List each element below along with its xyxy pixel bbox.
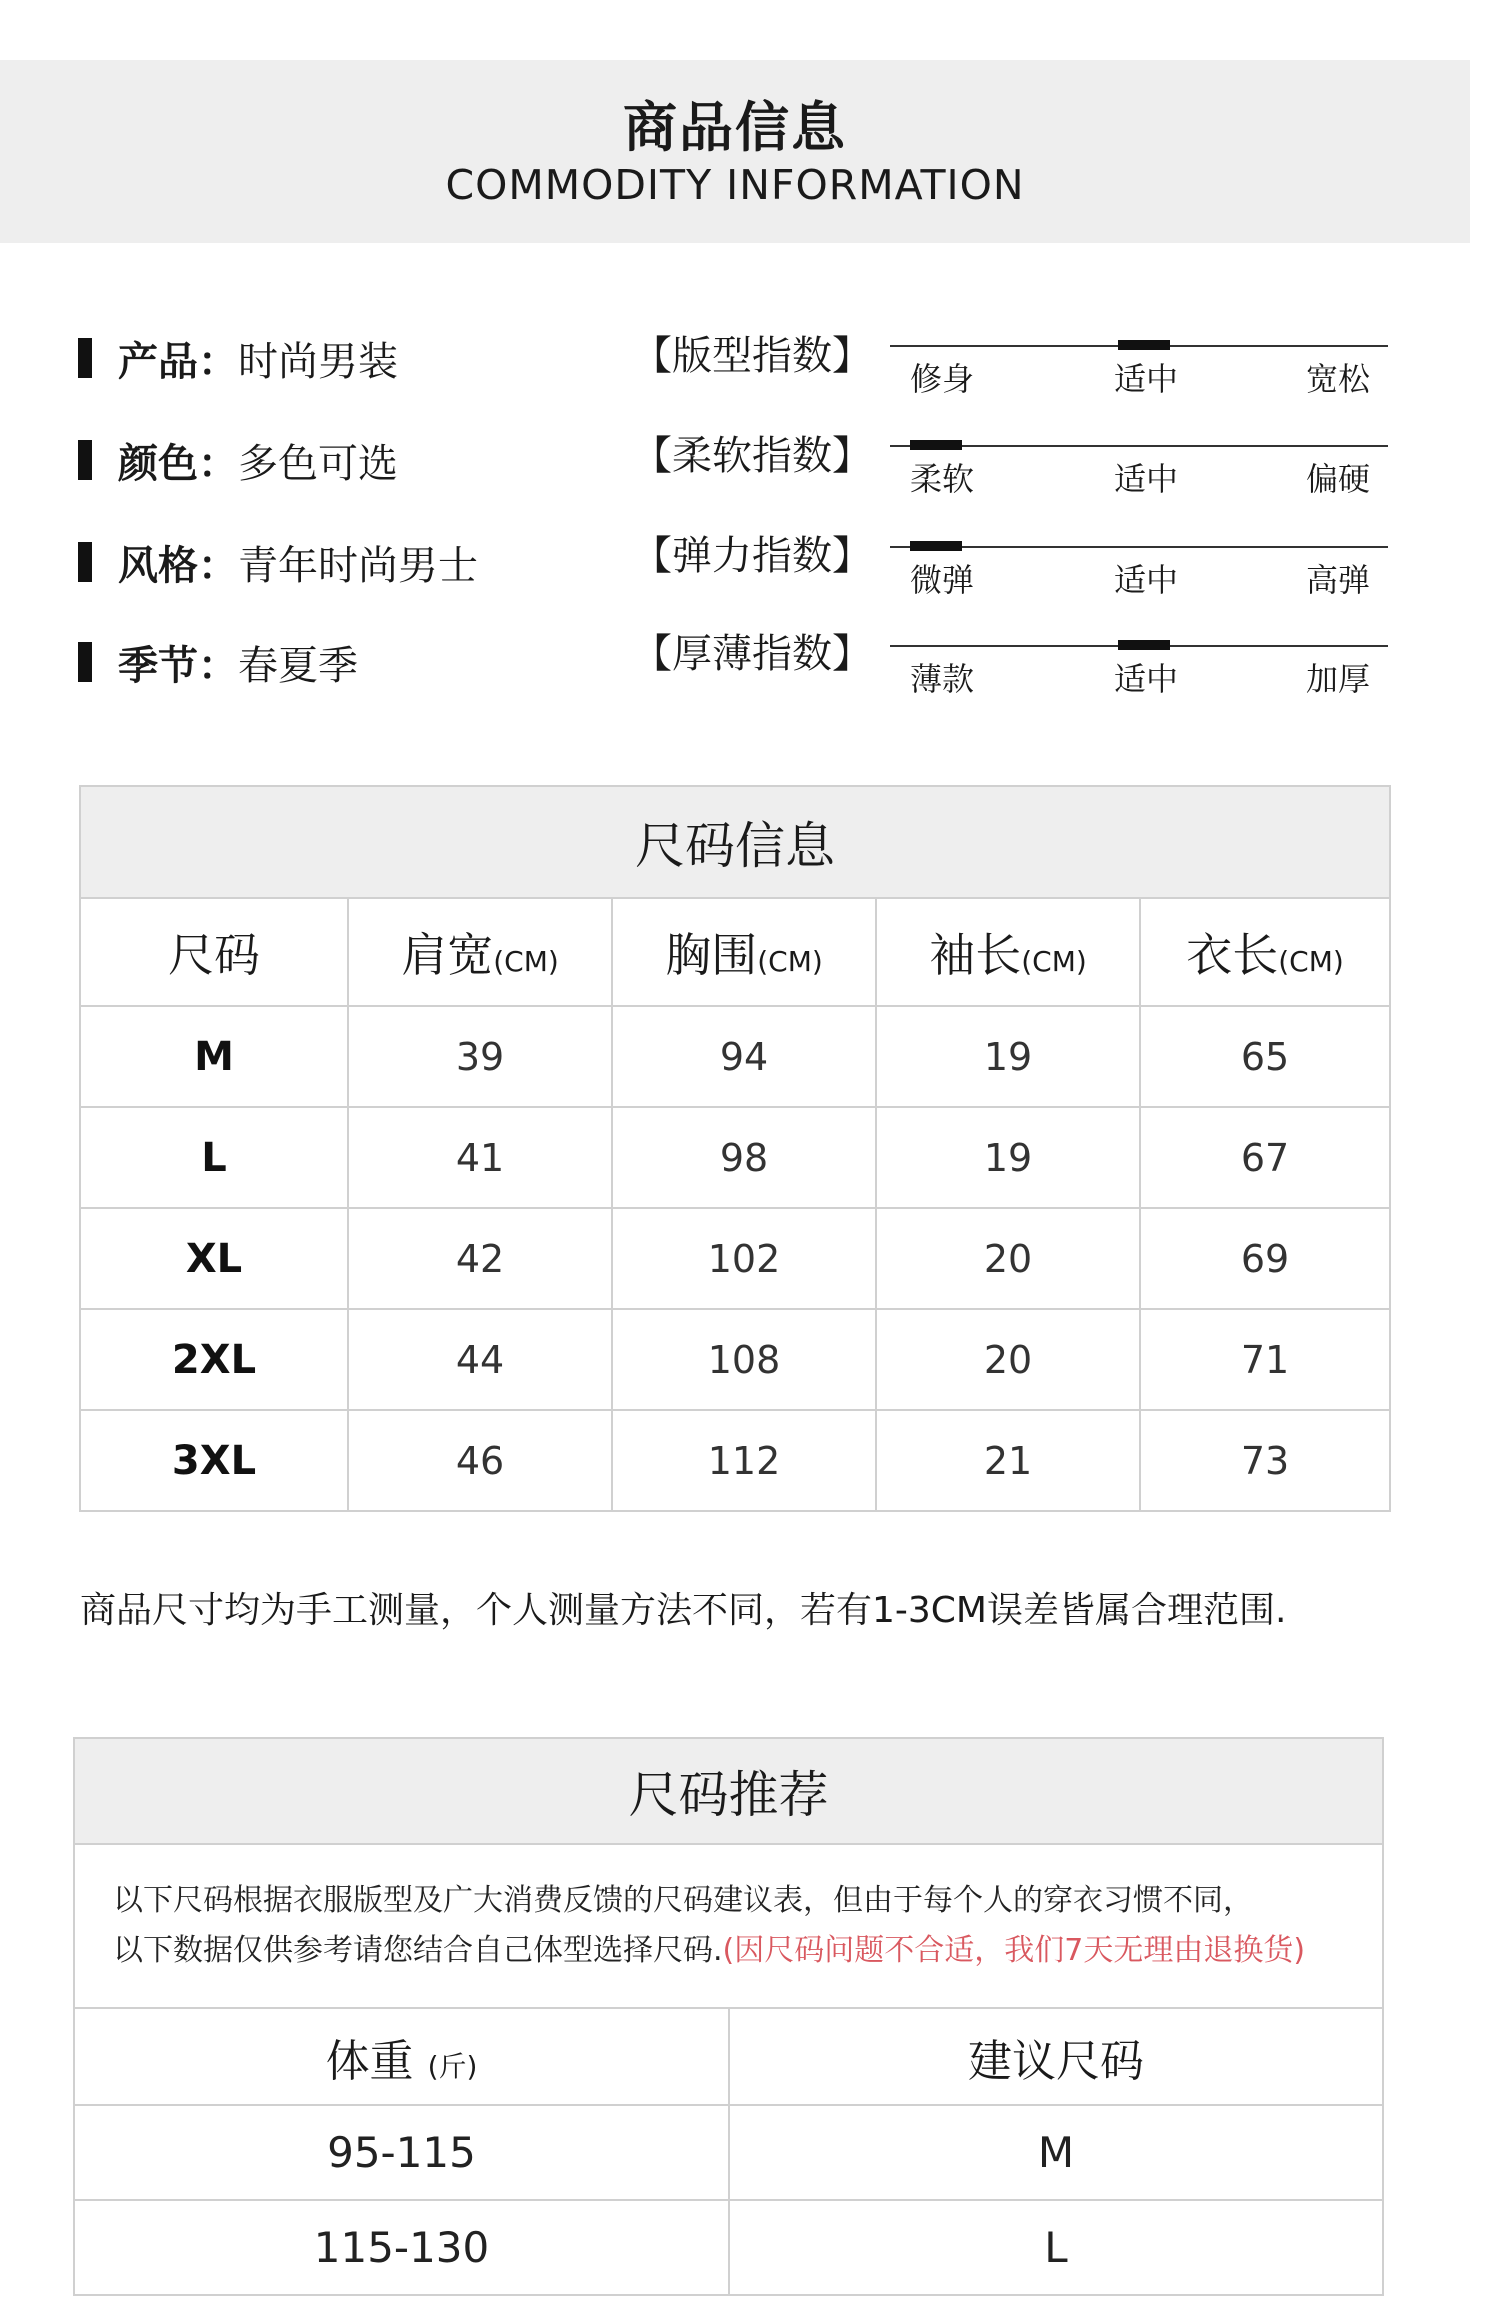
return-policy-note: (因尺码问题不合适，我们7天无理由退换货) bbox=[722, 1933, 1306, 1968]
table-cell: 69 bbox=[1140, 1208, 1390, 1309]
thickness-index-label: 【厚薄指数】 bbox=[632, 631, 872, 677]
scale-marker bbox=[910, 440, 962, 450]
table-cell: 73 bbox=[1140, 1410, 1390, 1511]
table-cell: 19 bbox=[876, 1006, 1140, 1107]
size-recommend-title: 尺码推荐 bbox=[74, 1738, 1383, 1844]
table-row bbox=[80, 1208, 1390, 1309]
attr-key: 风格： bbox=[118, 542, 238, 589]
table-cell: 67 bbox=[1140, 1107, 1390, 1208]
attr-key: 颜色： bbox=[118, 440, 238, 487]
table-cell: 65 bbox=[1140, 1006, 1390, 1107]
recommend-description bbox=[74, 1844, 1383, 2008]
scale-option-left: 薄款 bbox=[910, 660, 975, 698]
size-cell: 3XL bbox=[80, 1410, 348, 1511]
scale-line bbox=[890, 445, 1388, 447]
size-cell: XL bbox=[80, 1208, 348, 1309]
stretch-scale bbox=[890, 546, 1388, 616]
scale-marker bbox=[1118, 640, 1170, 650]
page-title: 商品信息 bbox=[623, 96, 847, 159]
thickness-scale bbox=[890, 645, 1388, 715]
attr-key: 产品： bbox=[118, 338, 238, 385]
size-table-header bbox=[80, 898, 1390, 1006]
scale-line bbox=[890, 546, 1388, 548]
bullet-bar bbox=[78, 642, 92, 682]
table-cell: 46 bbox=[348, 1410, 612, 1511]
scale-option-right: 宽松 bbox=[1306, 360, 1371, 398]
table-cell: 21 bbox=[876, 1410, 1140, 1511]
stretch-index-label: 【弹力指数】 bbox=[632, 533, 872, 579]
scale-marker bbox=[910, 541, 962, 551]
scale-option-right: 偏硬 bbox=[1306, 460, 1371, 498]
table-cell: 102 bbox=[612, 1208, 876, 1309]
scale-option-middle: 适中 bbox=[1114, 460, 1179, 498]
scale-option-right: 高弹 bbox=[1306, 561, 1371, 599]
table-row bbox=[74, 2105, 1383, 2200]
page-subtitle: COMMODITY INFORMATION bbox=[445, 161, 1025, 209]
fit-index-label: 【版型指数】 bbox=[632, 333, 872, 379]
attr-value: 春夏季 bbox=[238, 642, 358, 689]
bullet-bar bbox=[78, 338, 92, 378]
table-row bbox=[74, 2200, 1383, 2295]
recommend-table-header bbox=[74, 2008, 1383, 2105]
scale-option-left: 微弹 bbox=[910, 561, 975, 599]
table-cell: 112 bbox=[612, 1410, 876, 1511]
size-info-table bbox=[79, 785, 1391, 1512]
table-cell: 98 bbox=[612, 1107, 876, 1208]
scale-option-right: 加厚 bbox=[1306, 660, 1371, 698]
table-row bbox=[80, 1107, 1390, 1208]
size-cell: L bbox=[729, 2200, 1383, 2295]
attr-product bbox=[78, 328, 398, 388]
attr-style bbox=[78, 532, 478, 592]
header-cell: 胸围(CM) bbox=[612, 898, 876, 1006]
recommend-desc-line2: 以下数据仅供参考请您结合自己体型选择尺码.(因尺码问题不合适，我们7天无理由退换货) bbox=[113, 1933, 1306, 1968]
table-cell: 42 bbox=[348, 1208, 612, 1309]
header-cell: 尺码 bbox=[80, 898, 348, 1006]
scale-marker bbox=[1118, 340, 1170, 350]
table-cell: 39 bbox=[348, 1006, 612, 1107]
scale-option-left: 修身 bbox=[910, 360, 975, 398]
softness-scale bbox=[890, 445, 1388, 515]
weight-cell: 95-115 bbox=[74, 2105, 729, 2200]
attr-season bbox=[78, 632, 358, 692]
softness-index-label: 【柔软指数】 bbox=[632, 433, 872, 479]
table-cell: 19 bbox=[876, 1107, 1140, 1208]
header-cell: 衣长(CM) bbox=[1140, 898, 1390, 1006]
scale-option-middle: 适中 bbox=[1114, 561, 1179, 599]
attr-value: 时尚男装 bbox=[238, 338, 398, 385]
size-info-title: 尺码信息 bbox=[80, 786, 1390, 898]
size-cell: L bbox=[80, 1107, 348, 1208]
weight-cell: 115-130 bbox=[74, 2200, 729, 2295]
attr-value: 青年时尚男士 bbox=[238, 542, 478, 589]
table-cell: 20 bbox=[876, 1208, 1140, 1309]
table-cell: 108 bbox=[612, 1309, 876, 1410]
table-row bbox=[80, 1006, 1390, 1107]
size-cell: M bbox=[729, 2105, 1383, 2200]
measurement-note: 商品尺寸均为手工测量，个人测量方法不同，若有1-3CM误差皆属合理范围. bbox=[80, 1590, 1287, 1631]
bullet-bar bbox=[78, 440, 92, 480]
table-cell: 20 bbox=[876, 1309, 1140, 1410]
attr-key: 季节： bbox=[118, 642, 238, 689]
commodity-info-header bbox=[0, 60, 1470, 243]
size-recommend-table bbox=[73, 1737, 1384, 2296]
scale-option-middle: 适中 bbox=[1114, 660, 1179, 698]
table-row bbox=[80, 1309, 1390, 1410]
header-cell: 袖长(CM) bbox=[876, 898, 1140, 1006]
header-cell-size: 建议尺码 bbox=[729, 2008, 1383, 2105]
header-cell: 肩宽(CM) bbox=[348, 898, 612, 1006]
size-cell: 2XL bbox=[80, 1309, 348, 1410]
table-cell: 41 bbox=[348, 1107, 612, 1208]
bullet-bar bbox=[78, 542, 92, 582]
recommend-desc-line1: 以下尺码根据衣服版型及广大消费反馈的尺码建议表，但由于每个人的穿衣习惯不同， bbox=[113, 1883, 1253, 1918]
table-cell: 94 bbox=[612, 1006, 876, 1107]
attr-color bbox=[78, 430, 398, 490]
header-cell-weight: 体重 (斤) bbox=[74, 2008, 729, 2105]
scale-option-left: 柔软 bbox=[910, 460, 975, 498]
fit-scale bbox=[890, 345, 1388, 415]
attr-value: 多色可选 bbox=[238, 440, 398, 487]
table-row bbox=[80, 1410, 1390, 1511]
table-cell: 71 bbox=[1140, 1309, 1390, 1410]
scale-option-middle: 适中 bbox=[1114, 360, 1179, 398]
table-cell: 44 bbox=[348, 1309, 612, 1410]
size-cell: M bbox=[80, 1006, 348, 1107]
